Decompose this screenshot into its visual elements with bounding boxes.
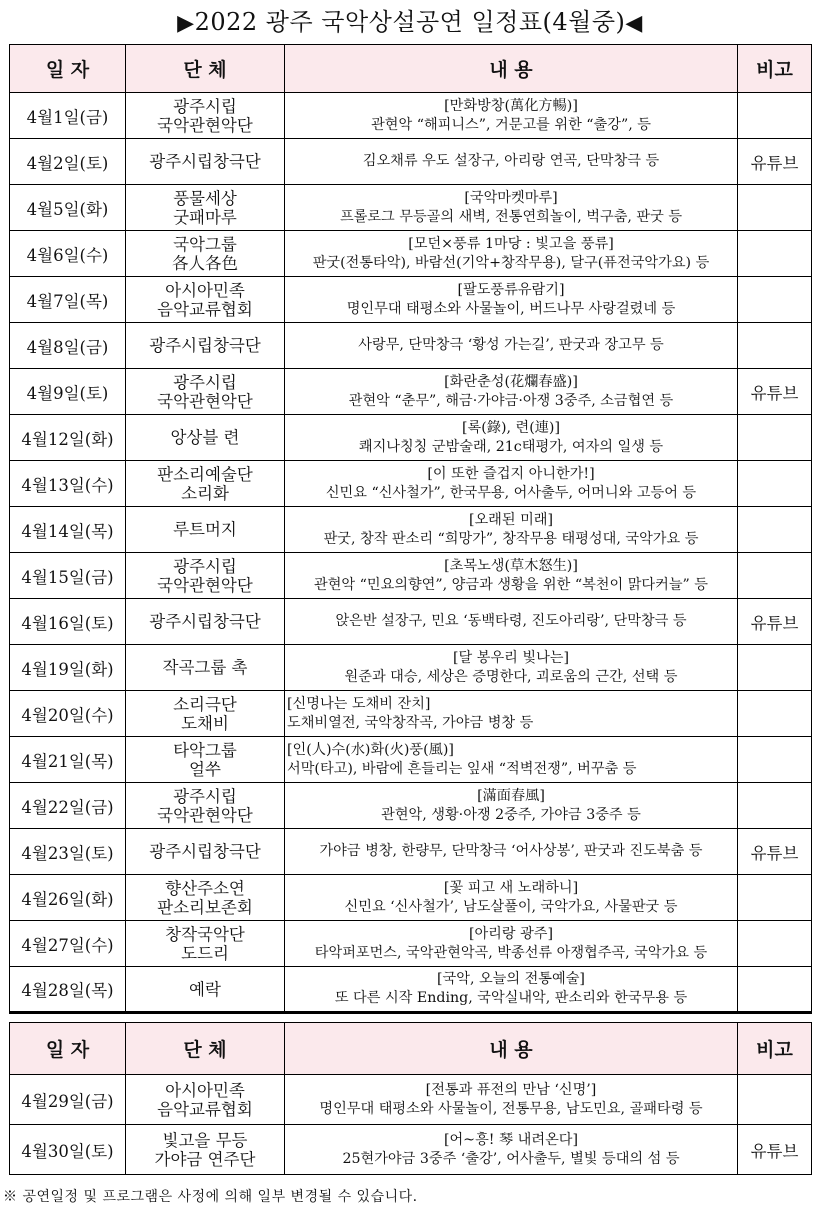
program-details: 신민요 ‘신사철가’, 남도살풀이, 국악가요, 사물판굿 등 [344,898,678,915]
note-cell [738,783,812,829]
org-cell [126,691,285,737]
program-details: 서막(타고), 바람에 흔들리는 잎새 “적벽전쟁”, 버꾸춤 등 [287,760,637,777]
note-cell: 유튜브 [738,139,812,185]
date-cell: 4월6일(수) [10,231,126,277]
program-title: [만화방창(萬化方暢)] [444,97,578,114]
date-cell: 4월16일(토) [10,599,126,645]
org-cell [126,1125,285,1175]
org-line: 各人各色 [172,253,238,273]
table-row [10,231,812,277]
note-cell [738,93,812,139]
org-cell [126,185,285,231]
table-row [10,645,812,691]
table-row [10,737,812,783]
title-text: 2022 광주 국악상설공연 일정표(4월중) [194,8,626,36]
date-cell: 4월20일(수) [10,691,126,737]
org-cell [126,1075,285,1125]
org-line: 광주시립 [173,96,237,116]
date-cell: 4월29일(금) [10,1075,126,1125]
program-details: 관현악 “춘무”, 해금·가야금·아쟁 3중주, 소금협연 등 [348,392,674,409]
table-row [10,691,812,737]
content-cell [285,139,738,185]
note-cell [738,691,812,737]
note-cell [738,737,812,783]
program-title: [아리랑 광주] [468,925,554,942]
header-note: 비고 [738,1023,812,1075]
org-line: 광주시립창극단 [149,612,261,631]
org-cell [126,415,285,461]
org-cell [126,553,285,599]
footnote: ※ 공연일정 및 프로그램은 사정에 의해 일부 변경될 수 있습니다. [3,1189,418,1205]
org-line: 루트머지 [173,520,237,539]
program-title: [초목노생(草木怒生)] [444,557,578,574]
note-cell: 유튜브 [738,369,812,415]
content-cell [285,737,738,783]
content-cell [285,185,738,231]
note-cell [738,507,812,553]
table-header-row [10,1023,812,1075]
table-row [10,921,812,967]
date-cell: 4월21일(목) [10,737,126,783]
org-cell [126,461,285,507]
table-row [10,1075,812,1125]
org-line: 국악그룹 [173,234,237,254]
org-cell [126,93,285,139]
date-cell: 4월5일(화) [10,185,126,231]
org-cell [126,875,285,921]
date-cell: 4월15일(금) [10,553,126,599]
org-cell [126,645,285,691]
date-cell: 4월22일(금) [10,783,126,829]
program-title: [오래된 미래] [468,511,554,528]
org-line: 창작국악단 [165,924,245,944]
org-line: 광주시립창극단 [149,842,261,861]
program-title: [록(錄), 련(連)] [461,419,560,436]
table-row [10,93,812,139]
org-line: 광주시립창극단 [149,336,261,355]
content-cell [285,323,738,369]
org-line: 국악관현악단 [157,391,253,411]
date-cell: 4월23일(토) [10,829,126,875]
note-cell [738,1075,812,1125]
program-title: [국악, 오늘의 전통예술] [437,971,585,987]
date-cell: 4월8일(금) [10,323,126,369]
date-cell: 4월1일(금) [10,93,126,139]
note-cell [738,323,812,369]
org-line: 광주시립 [173,786,237,806]
note-cell [738,415,812,461]
date-cell: 4월27일(수) [10,921,126,967]
table-row [10,461,812,507]
header-org: 단 체 [126,45,285,93]
table-row [10,139,812,185]
note-cell: 유튜브 [738,599,812,645]
note-cell [738,231,812,277]
org-line: 빛고을 무등 [162,1130,248,1150]
schedule-table-continued-body [10,1023,812,1175]
date-cell: 4월14일(목) [10,507,126,553]
content-cell [285,645,738,691]
table-row [10,369,812,415]
org-line: 판소리예술단 [157,464,253,484]
content-cell [285,553,738,599]
left-triangle-icon: ◀ [625,11,643,36]
table-row [10,599,812,645]
program-details: 가야금 병창, 한량무, 단막창극 ‘어사상봉’, 판굿과 진도북춤 등 [319,843,703,859]
program-details: 판굿(전통타악), 바람선(기악+창작무용), 달구(퓨전국악가요) 등 [312,254,710,271]
org-cell [126,323,285,369]
org-line: 광주시립 [173,372,237,392]
program-details: 도채비열전, 국악창작곡, 가야금 병창 등 [287,714,534,731]
org-line: 아시아민족 [165,1080,245,1100]
program-details: 타악퍼포먼스, 국악관현악곡, 박종선류 아쟁협주곡, 국악가요 등 [314,944,708,961]
program-details: 명인무대 태평소와 사물놀이, 전통무용, 남도민요, 골패타령 등 [319,1100,703,1117]
program-details: 25현가야금 3중주 ‘출강’, 어사출두, 별빛 등대의 섬 등 [342,1150,680,1167]
date-cell: 4월26일(화) [10,875,126,921]
header-note: 비고 [738,45,812,93]
org-line: 풍물세상 [173,188,237,208]
note-cell [738,553,812,599]
note-cell [738,645,812,691]
org-cell [126,507,285,553]
note-cell [738,921,812,967]
date-cell: 4월7일(목) [10,277,126,323]
date-cell: 4월13일(수) [10,461,126,507]
page-title [0,0,820,44]
content-cell [285,875,738,921]
org-line: 굿패마루 [173,207,237,227]
program-details: 프롤로그 무등골의 새벽, 전통연희놀이, 벅구춤, 판굿 등 [339,208,683,225]
header-date: 일 자 [10,45,126,93]
date-cell: 4월2일(토) [10,139,126,185]
org-cell [126,921,285,967]
org-line: 가야금 연주단 [154,1149,256,1169]
program-title: [국악마켓마루] [464,189,558,206]
table-row [10,415,812,461]
content-cell [285,967,738,1013]
table-row [10,507,812,553]
program-details: 명인무대 태평소와 사물놀이, 버드나무 사랑걸렸네 등 [346,300,676,317]
program-title: [달 봉우리 빛나는] [452,649,570,666]
note-cell [738,967,812,1013]
schedule-table [9,44,812,1014]
content-cell [285,277,738,323]
content-cell [285,1075,738,1125]
header-content: 내 용 [285,45,738,93]
org-line: 국악관현악단 [157,575,253,595]
content-cell [285,783,738,829]
content-cell [285,369,738,415]
program-details: 앉은반 설장구, 민요 ‘동백타령, 진도아리랑’, 단막창극 등 [335,613,687,629]
note-cell [738,277,812,323]
org-line: 작곡그룹 촉 [162,658,248,677]
right-triangle-icon: ▶ [177,11,195,36]
note-cell: 유튜브 [738,1125,812,1175]
org-line: 얼쑤 [189,759,221,779]
program-details: 쾌지나칭칭 군밤술래, 21c태평가, 여자의 일생 등 [358,438,664,455]
table-row [10,829,812,875]
org-line: 아시아민족 [165,280,245,300]
org-line: 판소리보존회 [157,897,253,917]
org-line: 국악관현악단 [157,805,253,825]
program-title: [滿面春風] [477,787,545,804]
note-cell: 유튜브 [738,829,812,875]
org-line: 국악관현악단 [157,115,253,135]
org-line: 음악교류협회 [157,1099,253,1119]
org-line: 앙상블 련 [170,428,240,447]
org-line: 광주시립 [173,556,237,576]
date-cell: 4월28일(목) [10,967,126,1013]
note-cell [738,461,812,507]
date-cell: 4월12일(화) [10,415,126,461]
program-title: [화란춘성(花爛春盛)] [444,373,578,390]
program-details: 또 다른 시작 Ending, 국악실내악, 판소리와 한국무용 등 [334,990,688,1006]
program-details: 김오채류 우도 설장구, 아리랑 연곡, 단막창극 등 [362,153,660,169]
program-title: [전통과 퓨전의 만남 ‘신명’] [425,1081,597,1098]
schedule-table-continued [9,1022,812,1175]
org-cell [126,231,285,277]
header-content: 내 용 [285,1023,738,1075]
content-cell [285,691,738,737]
program-details: 관현악 “해피니스”, 거문고를 위한 “출강”, 등 [371,116,651,133]
note-cell [738,185,812,231]
program-details: 사랑무, 단막창극 ‘황성 가는길’, 판굿과 장고무 등 [358,337,664,353]
table-row [10,553,812,599]
program-details: 판굿, 창작 판소리 “희망가”, 창작무용 태평성대, 국악가요 등 [323,530,699,547]
table-row [10,967,812,1013]
org-cell [126,737,285,783]
org-line: 소리극단 [173,694,237,714]
org-line: 광주시립창극단 [149,152,261,171]
table-header-row [10,45,812,93]
org-line: 도드리 [181,943,229,963]
table-row [10,185,812,231]
org-cell [126,599,285,645]
program-title: [이 또한 즐겁지 아니한가!] [427,465,595,482]
content-cell [285,93,738,139]
content-cell [285,1125,738,1175]
program-title: [인(人)수(水)화(火)풍(風)] [287,741,454,758]
program-title: [모던×풍류 1마당 : 빛고을 풍류] [408,235,614,252]
program-details: 신민요 “신사철가”, 한국무용, 어사출두, 어머니와 고등어 등 [325,484,697,501]
org-line: 향산주소연 [165,878,245,898]
program-title: [꽃 피고 새 노래하니] [443,879,579,896]
table-row [10,323,812,369]
org-line: 예락 [189,979,221,999]
table-row [10,1125,812,1175]
note-cell [738,875,812,921]
date-cell: 4월9일(토) [10,369,126,415]
content-cell [285,461,738,507]
org-line: 음악교류협회 [157,299,253,319]
content-cell [285,829,738,875]
org-cell [126,783,285,829]
content-cell [285,231,738,277]
program-title: [팔도풍류유람기] [457,281,565,298]
schedule-table-body [10,45,812,1013]
program-details: 관현악 “민요의향연”, 양금과 생황을 위한 “복천이 맑다커늘” 등 [313,576,708,593]
program-title: [신명나는 도채비 잔치] [287,695,431,712]
org-cell [126,369,285,415]
content-cell [285,599,738,645]
org-cell [126,829,285,875]
program-title: [어~흥! 琴 내려온다] [443,1131,579,1148]
org-cell [126,277,285,323]
org-cell [126,967,285,1013]
table-row [10,875,812,921]
date-cell: 4월30일(토) [10,1125,126,1175]
org-line: 소리화 [181,483,229,503]
table-row [10,277,812,323]
date-cell: 4월19일(화) [10,645,126,691]
content-cell [285,415,738,461]
header-org: 단 체 [126,1023,285,1075]
content-cell [285,921,738,967]
org-line: 타악그룹 [173,740,237,760]
content-cell [285,507,738,553]
org-cell [126,139,285,185]
org-line: 도채비 [181,713,229,733]
program-details: 원준과 대승, 세상은 증명한다, 괴로움의 근간, 선택 등 [344,668,678,685]
header-date: 일 자 [10,1023,126,1075]
table-row [10,783,812,829]
program-details: 관현악, 생황·아쟁 2중주, 가야금 3중주 등 [381,806,641,823]
